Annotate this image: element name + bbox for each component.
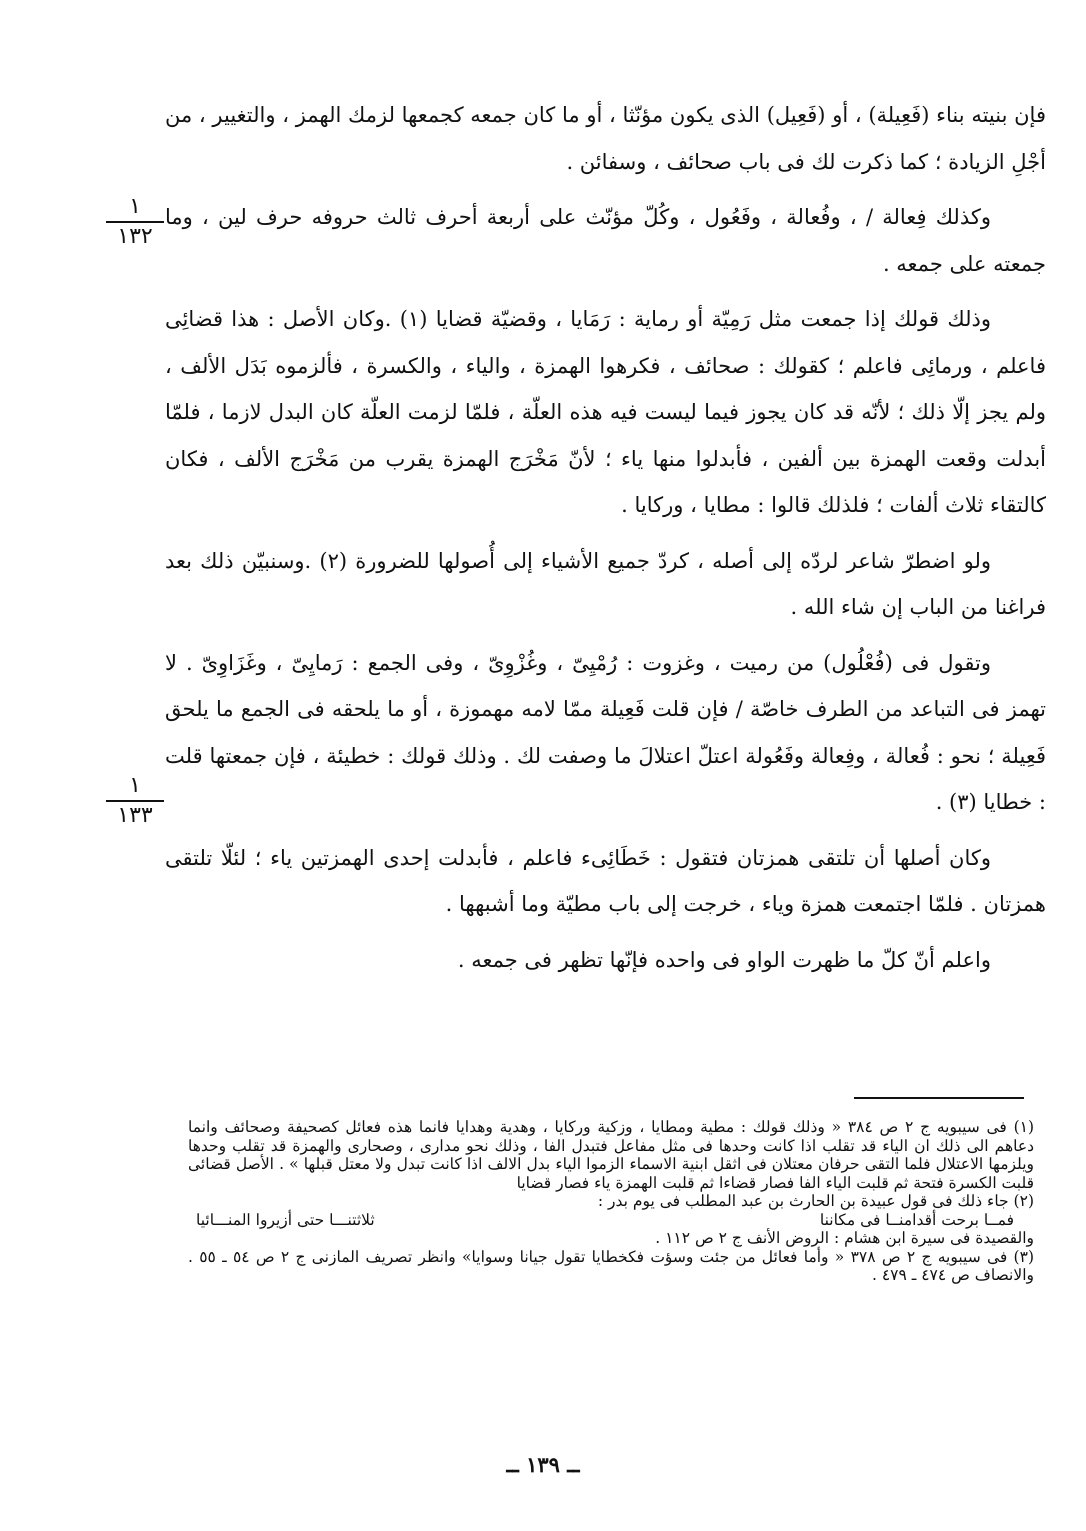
verse-second-hemistich: ثلاثتنـــا حتى أزيروا المنـــائيا — [196, 1210, 375, 1229]
footnote-separator — [854, 1097, 1024, 1099]
margin-reference-bottom: ١٣٢ — [117, 224, 153, 249]
paragraph: فإن بنيته بناء (فَعِيلة) ، أو (فَعِيل) الذى يكون مؤنّثا ، أو ما كان جمعه كجمعها لزمك الهمز ، والتغيير ، من أجْلِ الزيادة ؛ كما ذكرت لك فى باب صحائف ، وسفائن . — [165, 103, 1046, 174]
verse-first-hemistich: فمــا برحت أقدامنــا فى مكاننا — [819, 1210, 1014, 1229]
margin-page-reference — [106, 774, 164, 828]
footnote-2-intro: (٢) جاء ذلك فى قول عبيدة بن الحارث بن عبد المطلب فى يوم بدر : — [597, 1192, 1034, 1210]
margin-reference-divider — [106, 800, 164, 802]
margin-reference-bottom: ١٣٣ — [117, 803, 153, 828]
page-number: ــ ١٣٩ ــ — [506, 1452, 580, 1477]
margin-reference-top: ١ — [129, 773, 141, 798]
margin-reference-top: ١ — [129, 194, 141, 219]
margin-page-reference — [106, 195, 164, 249]
paragraph: واعلم أنّ كلّ ما ظهرت الواو فى واحده فإنّها تظهر فى جمعه . — [457, 947, 991, 972]
footnote-2-verse — [188, 1211, 1034, 1230]
paragraph: وكان أصلها أن تلتقى همزتان فتقول : خَطَائِىء فاعلم ، فأبدلت إحدى الهمزتين ياء ؛ لئلّا تلتقى همزتان . فلمّا اجتمعت همزة وياء ، خرجت إلى باب مطيّة وما أشبهها . — [165, 845, 1046, 916]
footnote-2-source: والقصيدة فى سيرة ابن هشام : الروض الأنف ج ٢ ص ١١٢ . — [655, 1229, 1034, 1247]
paragraph: ولو اضطرّ شاعر لردّه إلى أصله ، كردّ جميع الأشياء إلى أُصولها للضرورة (٢) .وسنبيّن ذلك بعد فراغنا من الباب إن شاء الله . — [165, 548, 1046, 619]
footnotes — [188, 1118, 1034, 1285]
footnote-1: (١) فى سيبويه ج ٢ ص ٣٨٤ « وذلك قولك : مطية ومطايا ، وزكية وركايا ، وهدية وهدايا فانما هذه فعائل كصحيفة وصحائف وانما دعاهم الى ذلك ان الياء قد تقلب اذا كانت وحدها فى مثل مفاعل فتبدل الفا ، وذلك نحو مدارى ، وصحارى والهمزة قد تقلب وحدها ويلزمها الاعتلال فلما التقى حرفان معتلان فى اثقل ابنية الاسماء الزموا الياء بدل الالف اذا كانت تبدل ولا معتل قبلها » . الأصل قضائى قلبت الكسرة فتحة ثم قلبت الياء الفا فصار قضاءا ثم قلبت الهمزة ياء فصار قضايا — [188, 1118, 1035, 1192]
main-text — [165, 92, 1046, 992]
footnote-3: (٣) فى سيبويه ج ٢ ص ٣٧٨ « وأما فعائل من جئت وسؤت فكخطايا تقول جيانا وسوايا» وانظر تصريف المازنى ج ٢ ص ٥٤ ـ ٥٥ . والانصاف ص ٤٧٤ ـ ٤٧٩ . — [188, 1247, 1034, 1284]
paragraph: وذلك قولك إذا جمعت مثل رَمِيّة أو رماية : رَمَايا ، وقضيّة قضايا (١) .وكان الأصل : هذا قضائِى فاعلم ، ورمائِى فاعلم ؛ كقولك : صحائف ، فكرهوا الهمزة ، والياء ، والكسرة ، فألزموه بَدَل الألف ، ولم يجز إلّا ذلك ؛ لأنّه قد كان يجوز فيما ليست فيه هذه العلّة ، فلمّا لزمت العلّة كان البدل لازما ، فلمّا أبدلت وقعت الهمزة بين ألفين ، فأبدلوا منها ياء ؛ لأنّ مَخْرَج الهمزة يقرب من مَخْرَج الألف ، فكان كالتقاء ثلاث ألفات ؛ فلذلك قالوا : مطايا ، وركايا . — [165, 307, 1046, 517]
margin-reference-divider — [106, 221, 164, 223]
paragraph: وتقول فى (فُعْلُول) من رميت ، وغزوت : رُمْيِىّ ، وغُزْوِىّ ، وفى الجمع : رَمايِىّ ، وغَزَاوِىّ . لا تهمز فى التباعد من الطرف خاصّة / فإن قلت فَعِيلة ممّا لامه مهموزة ، أو ما يلحقه فى الجمع ما يلحق فَعِيلة ؛ نحو : فُعالة ، وفِعالة وفَعُولة اعتلّ اعتلالَ ما وصفت لك . وذلك قولك : خطيئة ، فإن جمعتها قلت : خطايا (٣) . — [165, 650, 1046, 814]
paragraph: وكذلك فِعالة / ، وفُعالة ، وفَعُول ، وكُلّ مؤنّث على أربعة أحرف ثالث حروفه حرف لين ، وما جمعته على جمعه . — [165, 205, 1046, 276]
